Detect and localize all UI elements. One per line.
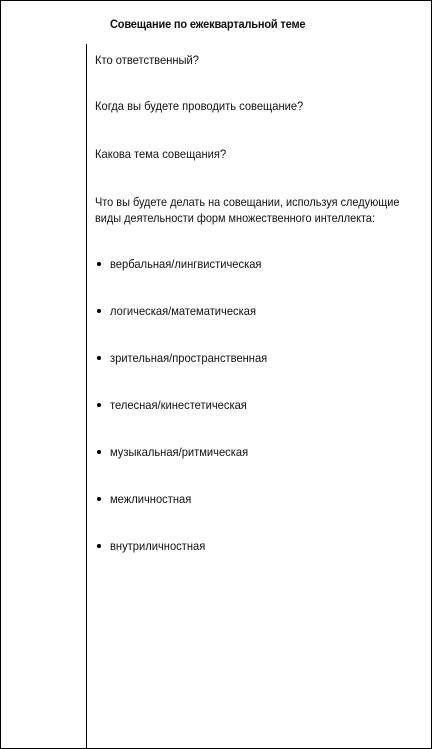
bullet-icon <box>97 309 101 313</box>
question-activities-line2: виды деятельности форм множественного интеллекта: <box>95 211 376 225</box>
list-item-label: межличностная <box>110 492 192 506</box>
bullet-icon <box>97 544 101 548</box>
list-item-label: логическая/математическая <box>110 304 257 318</box>
list-item-label: телесная/кинестетическая <box>110 398 247 412</box>
bullet-icon <box>97 450 101 454</box>
bullet-icon <box>97 403 101 407</box>
question-when: Когда вы будете проводить совещание? <box>95 99 304 113</box>
question-activities <box>95 194 425 226</box>
list-item-label: вербальная/лингвистическая <box>110 257 262 271</box>
question-responsible: Кто ответственный? <box>95 53 199 67</box>
form-title: Совещание по ежеквартальной теме <box>110 17 306 31</box>
bullet-icon <box>97 262 101 266</box>
question-topic: Какова тема совещания? <box>95 147 227 161</box>
question-activities-line1: Что вы будете делать на совещании, используя следующие <box>95 195 400 209</box>
list-item-label: внутриличностная <box>110 539 206 553</box>
column-divider <box>86 44 87 749</box>
bullet-icon <box>97 356 101 360</box>
list-item-label: музыкальная/ритмическая <box>110 445 249 459</box>
bullet-icon <box>97 497 101 501</box>
list-item-label: зрительная/пространственная <box>110 351 268 365</box>
